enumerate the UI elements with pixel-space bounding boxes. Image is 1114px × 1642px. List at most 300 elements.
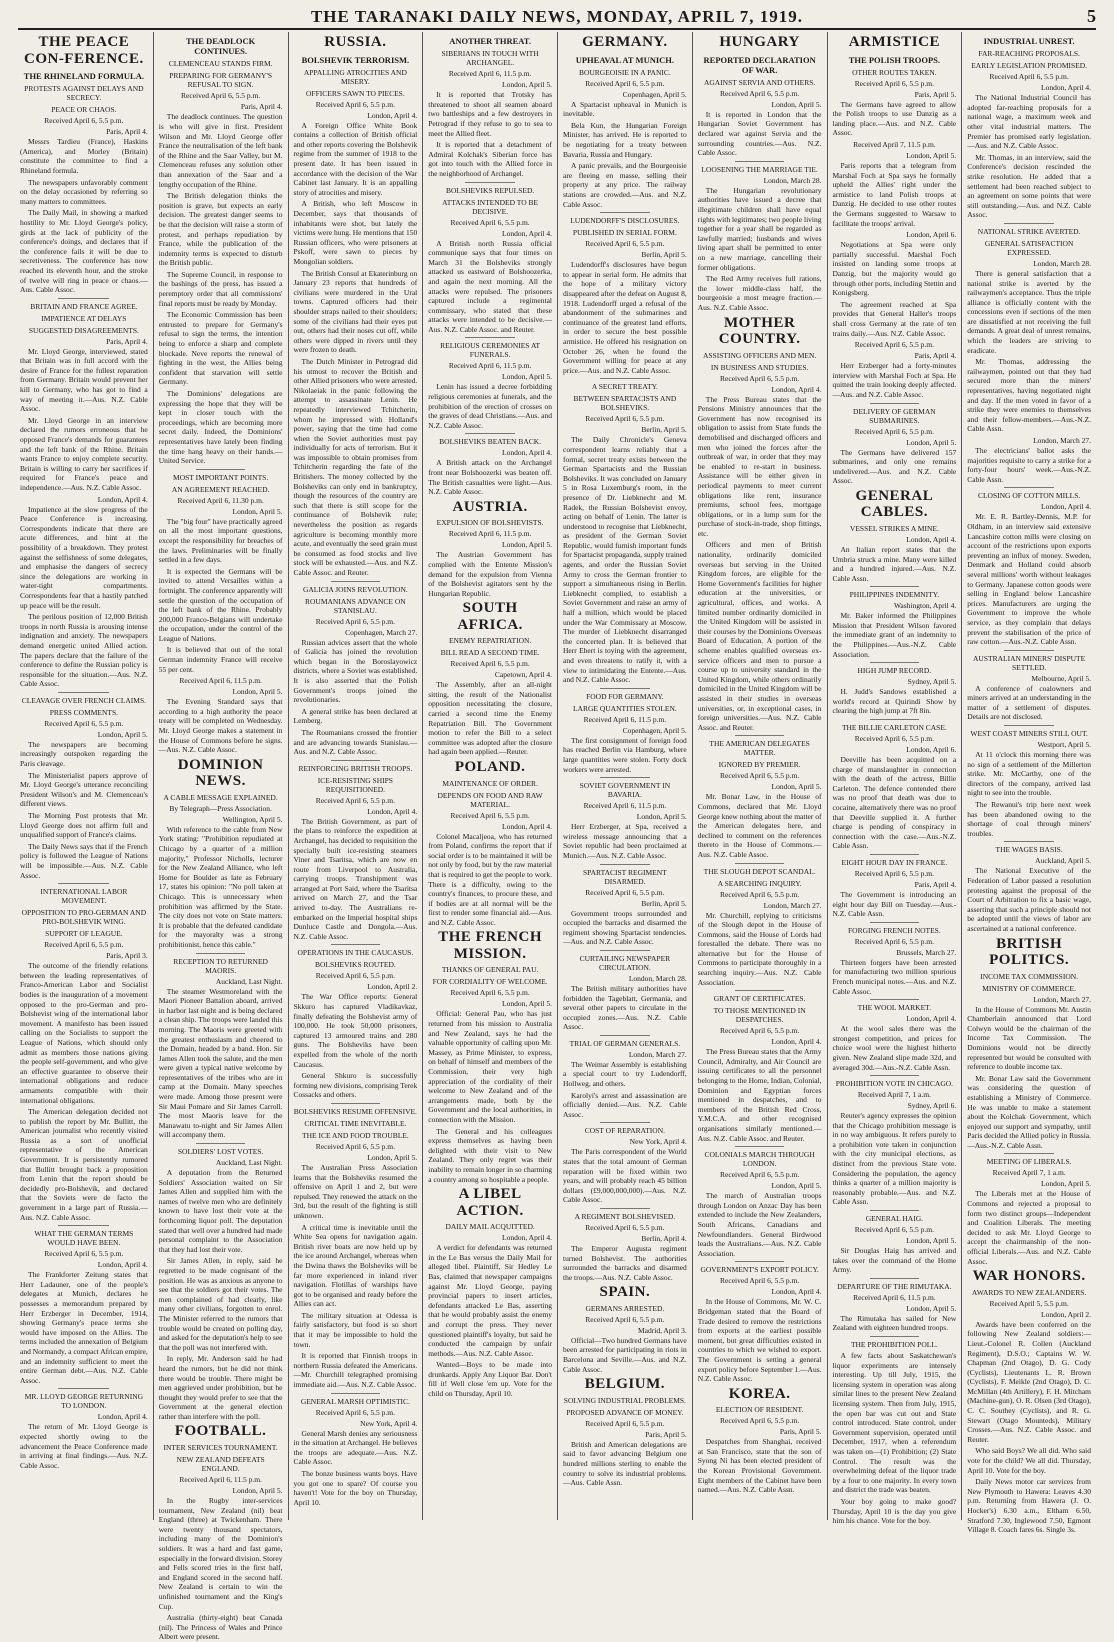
received-line: Received April 6, 11.5 p.m. — [179, 676, 262, 686]
received-line: Received April 6, 5.5 p.m. — [585, 239, 665, 249]
article-subheading: BOLSHEVIKS ROUTED. — [314, 960, 396, 970]
body-paragraph: The Austrian Government has complied with the Entente Mission's demand for the expulsion from Vienna of the Bolshevist agitators sent by the Hungarian Republic. — [428, 550, 552, 598]
column-rule — [870, 999, 920, 1000]
dateline: London, April 5. — [1041, 1179, 1091, 1189]
article-subheading: CLOSING OF COTTON MILLS. — [977, 491, 1081, 501]
received-line: Received April 6, 5.5 p.m. — [450, 988, 530, 998]
section-heading: BELGIUM. — [584, 1376, 665, 1393]
body-paragraph: Mr. Lloyd George, interviewed, stated that Britain was in full accord with the desire of France for the fullest reparation from Germany. Britain would prevent her kill to Germany, who has got to find a way of meeting it.—Aus. N.Z. Cable Assoc. — [20, 346, 148, 414]
article-subheading: GRANT OF CERTIFICATES. — [713, 994, 806, 1004]
received-line: Received April 6, 11.5 p.m. — [448, 361, 532, 371]
column-rule — [600, 688, 650, 689]
body-paragraph: The agreement reached at Spa provides that General Haller's troops shall cross Germany at the rate of ten trains daily.—Aus. N.Z. Cable Assoc. — [832, 299, 957, 338]
section-heading: BRITISH POLITICS. — [989, 935, 1070, 969]
section-heading: RUSSIA. — [324, 34, 387, 50]
article-subheading: SIBERIANS IN TOUCH WITH ARCHANGEL. — [441, 49, 539, 68]
article-subheading: GALICIA JOINS REVOLUTION. — [302, 584, 408, 594]
received-line: Received April 6, 5.5 p.m. — [720, 1276, 800, 1286]
article-subheading: THE WAGES BASIS. — [995, 845, 1063, 855]
dateline: London, April 4. — [906, 534, 957, 544]
dateline: London, April 4. — [502, 821, 552, 831]
body-paragraph: Deeville has been acquitted on a charge of manslaughter in connection with the death of the actress, Billie Carleton. The defence contended there was no proof that death was due to cocaine, alternatively there was no proof that Deeville supplied it. A further charge is pending of conspiracy in connection with the case.—Aus.-N.Z. Cable Assn. — [832, 755, 957, 851]
body-paragraph: Negotiations at Spa were only partially successful. Marshal Foch insisted on landing some troops at Danzig, but the majority would go through other ports, including Stettin and Konigsberg. — [832, 240, 957, 298]
article-subheading: EIGHT HOUR DAY IN FRANCE. — [841, 857, 948, 867]
body-paragraph: The bonze business wants boys. Have you got one to spare? Of course you haven't! Vote for the boy on Thursday, April 10. — [293, 1469, 418, 1507]
dateline: New York, April 4. — [360, 1418, 418, 1428]
article-subheading: THANKS OF GENERAL PAU. — [441, 965, 539, 975]
dateline: London, April 4. — [97, 1260, 148, 1270]
column-rule — [465, 182, 515, 183]
dateline: Brussels, March 27. — [896, 947, 957, 957]
received-line: Received April 6, 5.5 p.m. — [315, 1407, 395, 1417]
dateline: London, April 4. — [97, 1412, 148, 1422]
body-paragraph: Herr Erzberger had a forty-minutes interview with Marshal Foch at Spa. He quitted the train looking deeply affected.—Aus. and N.Z. Cable Assoc. — [832, 361, 957, 399]
column-rule — [600, 1035, 650, 1036]
article-subheading: BOLSHEVIKS BEATEN BACK. — [439, 437, 542, 447]
article-subheading: BOURGEOISIE IN A PANIC. — [578, 67, 671, 77]
body-paragraph: The British Consul at Ekaterinburg on January 23 reports that hundreds of civilians were murdered in the Ural towns. Captured officers had their shoulder straps nailed to their shoulders; some of the civilians had their eyes put out, others had their noses cut off, while others were dipped in rivers until they were frozen to death. — [293, 268, 418, 355]
body-paragraph: The electricians' ballot asks the majorities requisite to carry a strike for a forty-four hours' week.—Aus.-N.Z. Cable Assn. — [967, 446, 1091, 484]
received-line: Received April 6, 5.5 p.m. — [720, 771, 800, 781]
article-subheading: LOOSENING THE MARRIAGE TIE. — [701, 164, 818, 174]
article-subheading: REINFORCING BRITISH TROOPS. — [298, 763, 413, 773]
received-line: Received April 6, 5.5 p.m. — [315, 795, 395, 805]
column-rule — [1004, 487, 1054, 488]
received-line: Received April 6, 11.5 p.m. — [583, 801, 667, 811]
dateline: London, April 5. — [636, 812, 687, 822]
column-rule — [331, 581, 381, 582]
body-paragraph: The British Government, as part of the plans to reinforce the expedition at Archangel, has decided to requisition the specially built ice-resisting steamers Viner and Tsaritsa, which are now en route from Liverpool to Australia, carrying troops. Transhipment was arranged at Port Said, where the Tsaritsa arrived on March 27, and the Tsar arrived to-day. The Australians re-embarked on the Imperial hospital ships Dunluce Castle and Dongola.—Aus. N.Z. Cable Assoc. — [293, 816, 418, 941]
article-subheading: GERMANS ARRESTED. — [585, 1303, 665, 1313]
column-rule — [870, 1336, 920, 1337]
body-paragraph: The newspapers are becoming increasingly outspoken regarding the Paris cleavage. — [20, 739, 148, 769]
article-subheading: EARLY LEGISLATION PROMISED. — [971, 61, 1088, 71]
received-line: Received April 6, 5.5 p.m. — [989, 72, 1069, 82]
article-subheading: TRIAL OF GERMAN GENERALS. — [569, 1038, 681, 1048]
dateline: Sydney, April 6. — [907, 1101, 957, 1111]
received-line: Received April 6, 5.5 p.m. — [585, 1314, 665, 1324]
received-line: Received April 5, 5.5 p.m. — [989, 1298, 1069, 1308]
body-paragraph: A panic prevails, and the Bourgeoisie are fleeing en masse, selling their property at any price. The railway stations are crowded.—Aus. and N.Z. Cable Assoc. — [563, 161, 687, 209]
received-line: Received April 6, 5.5 p.m. — [720, 1416, 800, 1426]
column-rule — [196, 953, 246, 954]
body-paragraph: In the House of Commons Mr. Austin Chamberlain announced that Lord Colwyn would be the chairman of the Income Tax Commission. The Dominions would not be directly represented but would be consulted with reference to double income tax. — [967, 1004, 1091, 1072]
received-line: Received April 6, 5.5 p.m. — [315, 99, 395, 109]
dateline: London, March 28. — [763, 175, 822, 185]
section-heading: GERMANY. — [582, 34, 668, 50]
body-paragraph: The Liberals met at the House of Commons and rejected a proposal to form two distinct groups—Independent and Coalition Liberals. The meeting decided to ask Mr. Lloyd George to accept the chairmanship of the non-official Liberals.—Aus. and N.Z. Cable Assoc. — [967, 1189, 1091, 1266]
body-paragraph: Mr. Thomas, addressing the railwaymen, pointed out that they had secured more than the miners' representatives, having negotiated night and day. If the men voted in favor of a strike they were enemies to themselves and their fellow-members.—Aus.-N.Z. Cable Assn. — [967, 357, 1091, 434]
body-paragraph: The Evening Standard says that according to a high authority the peace treaty will be completed on Wednesday. Mr. Lloyd George makes a statement in the House of Commons before he signs.—Aus. N.Z. Cable Assoc. — [158, 697, 283, 755]
body-paragraph: Official: General Pau, who has just returned from his mission to Australia and New Zealand, says he had the valuable opportunity of calling upon Mr. Massey, as Prime Minister, to express, on behalf of himself and members of the Commission, their very high appreciation of the cordiality of their welcome to New Zealand and of the arrangements made, both by the Government and the local authorities, in connection with the Mission. — [428, 1009, 552, 1124]
masthead — [18, 6, 1096, 30]
masthead-title: THE TARANAKI DAILY NEWS, MONDAY, APRIL 7, 1919. — [310, 7, 804, 26]
dateline: Madrid, April 3. — [638, 1325, 687, 1335]
received-line: Received April 6, 5.5 p.m. — [854, 78, 934, 88]
column-rule — [331, 1393, 381, 1394]
body-paragraph: The Daily Mail, in showing a marked hostility to Mr. Lloyd George's policy, girds at the lack of publicity of the conference's doings, and declares that if the conference fails it will be due to secretiveness. The conference has now reached its eleventh hour, and the stroke of twelve will ring in peace or chaos.—Aus. Cable Assoc. — [20, 208, 148, 295]
section-heading: A LIBEL ACTION. — [456, 1186, 524, 1219]
column-rule — [1004, 223, 1054, 224]
column-rule — [465, 337, 515, 338]
dateline: Paris, April 4. — [106, 336, 148, 346]
dateline: London, April 4. — [771, 384, 822, 394]
body-paragraph: With reference to the cable from New York stating: "Prohibition repudiated at Chicago by a quarter of a million majority," Professor Nicholls, lecturer for the New Zealand Alliance, who left Home for Boulder as late as February 17, states his opinion: "No poll taken at Chicago. This is unnecessary when prohibition was affirmed by the State. The city does not vote on State matters. It is probable that the defeated candidate for the mayoralty was a strong prohibitionist, hence this cable." — [158, 824, 283, 949]
article-subheading: FOOD FOR GERMANY. — [586, 691, 664, 701]
column-rule — [58, 692, 109, 693]
body-paragraph: A critical time is inevitable until the White Sea opens for navigation again. British river boats are now held up by the ice around Archangel, whereas when the Dwina thaws the Bolsheviks will be far more experienced in inland river navigation. Flotillas of warships have got to be organised and ready before the Allies can act. — [293, 1222, 418, 1309]
received-line: Received April 6, 5.5 p.m. — [44, 1249, 124, 1259]
received-line: Received April 6, 5.5 p.m. — [315, 616, 395, 626]
dateline: London, March 27. — [763, 900, 822, 910]
dateline: London, April 5. — [906, 1236, 957, 1246]
body-paragraph: The General and his colleagues express themselves as having been delighted with their visit to New Zealand. They only regret was their inability to remain longer in so charming a country among so hospitable a people. — [428, 1126, 552, 1184]
section-heading: KOREA. — [728, 1385, 791, 1402]
dateline: London, April 5. — [502, 372, 552, 382]
column-rule — [600, 212, 650, 213]
dateline: London, April 6. — [906, 745, 957, 755]
article-subheading: IN BUSINESS AND STUDIES. — [710, 362, 809, 372]
column-rule — [600, 777, 650, 778]
dateline: Paris, April 4. — [914, 879, 957, 889]
dateline: Wellington, April 5. — [222, 814, 283, 824]
body-paragraph: A verdict for defendants was returned in the Le Bas versus the Daily Mail for alleged libel. Plaintiff, Sir Hedley Le Bas, claimed that newspaper campaigns against Mr. Lloyd George, paying provincial papers to insert articles, defendants attacked Le Bas, asserting that he would probably assist the enemy and corrupt the press. They never questioned plaintiff's loyalty, but said he conducted the campaign by unfair methods.—Aus. N.Z. Cable Assoc. — [428, 1243, 552, 1358]
received-line: Received April 6, 5.5 p.m. — [854, 936, 934, 946]
article-subheading: BOLSHEVIKS RESUME OFFENSIVE. — [293, 1106, 417, 1116]
column-rule — [58, 1388, 109, 1389]
dateline: Melbourne, April 5. — [1031, 673, 1091, 683]
column-5 — [557, 32, 692, 1520]
dateline: Westport, April 5. — [1037, 740, 1091, 750]
article-subheading: SPARTACIST REGIMENT DISARMED. — [582, 867, 667, 886]
article-headline: UPHEAVAL AT MUNICH. — [575, 54, 675, 65]
article-subheading: A CABLE MESSAGE EXPLAINED. — [163, 792, 278, 802]
dateline: Berlin, April 5. — [641, 250, 687, 260]
dateline: London, April 5. — [502, 999, 552, 1009]
body-paragraph: Mr. Bonar Law, in the House of Commons, declared that Mr. Lloyd George knew nothing about the matter of the American delegates here, and declined to comment on the references thereto in the House of Commons.—Aus. N.Z. Cable Assoc. — [697, 792, 822, 859]
column-rule — [870, 662, 920, 663]
article-subheading: CURTAILING NEWSPAPER CIRCULATION. — [579, 953, 671, 972]
article-subheading: PROHIBITION VOTE IN CHICAGO. — [835, 1079, 954, 1089]
body-paragraph: Impatience at the slow progress of the Peace Conference is increasing. Correspondents indicate that there are acute differences, and hint at the possibility of a breakdown. They protest against the selfishness of some delegates, and emphasise the dangers of secrecy since the delegations are working in water-tight compartments. Correspondents fear that a hastily patched up peace will be the result. — [20, 504, 148, 610]
body-paragraph: Messrs Tardieu (France), Haskins (America), and Morley (Britain) constitute the committee to find a Rhineland formula. — [20, 137, 148, 175]
article-subheading: NEW ZEALAND DEFEATS ENGLAND. — [176, 1454, 265, 1473]
received-line: Received April 6, 5.5 p.m. — [585, 1223, 665, 1232]
body-paragraph: Official—Two hundred Germans have been arrested for participating in riots in Barcelona and Seville.—Aus. and N.Z. Cable Assoc. — [563, 1335, 687, 1374]
body-paragraph: A few facts about Saskatchewan's liquor experiments are intensely interesting. Up till July, 1915, the licensing system in operation was along similar lines to the present New Zealand licensing system. Then from July, 1915, the open bar was cut out and State control introduced. State control, under Government supervision, operated until December, 1917, when a referendum was taken on—(1) Prohibition; (2) State Control. The result was the overwhelming defeat of the liquor trade by a four to one majority. In every town and district the trade was beaten. — [832, 1351, 957, 1495]
article-subheading: INTER SERVICES TOURNAMENT. — [163, 1442, 278, 1452]
received-line: Received April 6, 5.5 p.m. — [720, 889, 800, 899]
body-paragraph: A Foreign Office White Book contains a collection of British official and other reports covering the Bolshevik regime from the summer of 1918 to the present date. It has been issued in accordance with the decision of the War Cabinet last January. It is an appalling story of atrocities and misery. — [293, 120, 418, 197]
article-subheading: AGAINST SERVIA AND OTHERS. — [703, 77, 816, 87]
section-heading: THE FRENCH MISSION. — [438, 929, 542, 962]
article-subheading: MR. LLOYD GEORGE RETURNING TO LONDON. — [24, 1392, 144, 1411]
page-number: 5 — [1087, 6, 1096, 26]
article-subheading: OPERATIONS IN THE CAUCASUS. — [297, 948, 414, 958]
received-line: Received April 6, 11.5 p.m. — [448, 69, 532, 79]
column-rule — [870, 1278, 920, 1279]
body-paragraph: The Rimutaka has sailed for New Zealand with eighteen hundred troops. — [832, 1313, 957, 1333]
article-subheading: FAR-REACHING PROPOSALS. — [978, 49, 1080, 59]
column-rule — [735, 863, 785, 864]
article-subheading: GENERAL HAIG. — [865, 1214, 923, 1224]
dateline: Copenhagen, April 5. — [622, 725, 687, 735]
article-subheading: GENERAL MARSH OPTIMISTIC. — [300, 1396, 410, 1406]
column-rule — [465, 433, 515, 434]
article-subheading: ROUMANIANS ADVANCE ON STANISLAU. — [305, 596, 406, 615]
dateline: London, April 4. — [367, 110, 418, 120]
body-paragraph: The Dominions' delegations are expressing the hope that they will be kept in closer touch with the proceedings, which are becoming more secret daily. Indeed, the Dominions' representatives have lately been finding the time hang heavy on their hands.—United Service. — [158, 389, 283, 466]
article-subheading: VESSEL STRIKES A MINE. — [849, 523, 939, 533]
article-subheading: THE ICE AND FOOD TROUBLE. — [302, 1130, 409, 1140]
body-paragraph: It is expected the Germans will be invited to attend Versailles within a fortnight. The conference apparently will settle the question of the occupation of the left bank of the Rhine. Probably 200,000 Franco-Belgians will undertake the occupation, under the control of the League of Nations. — [158, 566, 283, 643]
column-rule — [600, 864, 650, 865]
article-subheading: BRITAIN AND FRANCE AGREE. — [30, 301, 138, 311]
article-subheading: ICE-RESISTING SHIPS REQUISITIONED. — [317, 775, 393, 794]
article-subheading: IMPATIENCE AT DELAYS — [41, 313, 127, 323]
column-rule — [1004, 725, 1054, 726]
body-paragraph: The Red Army receives full rations, the lower middle-class half, the bourgeoisie a most meagre fraction.—Aus. N.Z. Cable Assoc. — [697, 274, 822, 312]
body-paragraph: Mr. Lloyd George in an interview declared the rumors erroneous that he opposed France's demands for guarantees and the left bank of the Rhine. Britain wants France to enjoy complete security. Britain is willing to carry her sacrifices if required for France's peace and independence.—Aus. N.Z. Cable Assoc. — [20, 415, 148, 492]
column-rule — [331, 1103, 381, 1104]
column-rule — [735, 735, 785, 736]
column-rule — [1004, 1153, 1054, 1154]
column-rule — [870, 854, 920, 855]
dateline: Berlin, April 5. — [641, 898, 687, 908]
received-line: Received April 6, 5.5 p.m. — [720, 1170, 800, 1180]
received-line: Received April 6, 11.30 p.m. — [177, 495, 264, 505]
article-subheading: PHILIPPINES INDEMNITY. — [849, 590, 940, 600]
dateline: Washington, April 4. — [893, 601, 957, 611]
section-heading: ARMISTICE — [848, 34, 940, 50]
column-rule — [870, 1210, 920, 1211]
article-subheading: DAILY MAIL ACQUITTED. — [445, 1222, 535, 1232]
column-rule — [600, 950, 650, 951]
body-paragraph: The Daily News says that if the French policy is followed the League of Nations will be impossible.—Aus. N.Z. Cable Assoc. — [20, 841, 148, 880]
dateline: London, April 4. — [97, 494, 148, 504]
received-line: Received April 6, 5.5 p.m. — [854, 734, 934, 744]
column-rule — [870, 1075, 920, 1076]
received-line: Received April 6, 5.5 p.m. — [720, 1026, 800, 1036]
article-subheading: MOST IMPORTANT POINTS. — [173, 472, 269, 482]
column-rule — [196, 469, 246, 470]
body-paragraph: The Daily Chronicle's Geneva correspondent learns reliably that a formal, secret treaty exists between the German Spartacists and the Russian Bolsheviks. It was concluded on January 5 in Rosa Luxemburg's room, in the presence of Dr. Liebknecht and M. Radek, the Russian Bolshevist envoy, acting on behalf of Lenin. The latter is understood to recognise that Liebknecht, as president of the German Soviet Republic, would furnish important funds for Spartacist propaganda, supply trained agents, and order the Russian Soviet Army to cross the German frontier to support a simultaneous rising in Berlin. Liebknecht complied, to establish a Soviet Government and raise an army of half a million, which would be placed under the War Commissary at Moscow. The murder of Liebknecht disarranged the concerted plan. It is believed that Herr Ebert is toying with the agreement, and even threatens to ratify it, with a view to intimidating the Entente.—Aus. and N.Z. Cable Assoc. — [563, 435, 687, 685]
body-paragraph: The Weimar Assembly is establishing a special court to try Ludendorff, Hollweg, and others. — [563, 1059, 687, 1089]
column-rule — [735, 1261, 785, 1262]
column-rule — [870, 922, 920, 923]
dateline: Paris, April 4. — [240, 102, 283, 112]
body-paragraph: A conference of coalowners and miners arrived at an understanding in the matter of a settlement of disputes. Details are not disclosed. — [967, 683, 1091, 722]
dateline: London, April 5. — [232, 506, 283, 516]
section-heading: FOOTBALL. — [174, 1423, 267, 1440]
body-paragraph: An Italian report states that the Umbria struck a mine. Many were killed and a hundred injured.—Aus. N.Z. Cable Assn. — [832, 544, 957, 583]
article-subheading: SUGGESTED DISAGREEMENTS. — [28, 325, 139, 335]
body-paragraph: There is general satisfaction that a national strike is averted by the railwaymen's acceptance. Thus the triple alliance is officially content with the concessions even if sections of the men are dissatisfied at not receiving the full demands. A great deal of unrest remains, which the leaders are striving to eradicate. — [967, 268, 1091, 355]
article-subheading: MAINTENANCE OF ORDER. — [442, 778, 538, 788]
article-subheading: AWARDS TO NEW ZEALANDERS. — [971, 1287, 1087, 1297]
body-paragraph: H. Judd's Sandows established a world's record at Quirindi Show by clearing the high jump at 7ft 8in. — [832, 687, 957, 716]
article-headline: INDUSTRIAL UNREST. — [983, 36, 1075, 46]
column-8 — [961, 32, 1096, 1535]
dateline: Auckland, April 5. — [1035, 856, 1091, 866]
section-heading: SOUTH AFRICA. — [457, 600, 523, 633]
body-paragraph: A British north Russia official communique says that four times on March 31 the Bolsheviks strongly attacked us eastward of Bolshoozerka, and again the next morning. All the attacks were repulsed. The prisoners captured include a regimental commissary, who stated that these attacks were intended to be decisive.—Aus. N.Z. Cable Assoc. and Reuter. — [428, 238, 552, 334]
received-line: Received April 6, 11.5 p.m. — [583, 714, 667, 724]
article-subheading: MEETING OF LIBERALS. — [986, 1157, 1072, 1167]
body-paragraph: A British, who left Moscow in December, says that thousands of inhabitants were shot, but lately the victims were hung. He mentions that 150 Russian officers, who were prisoners at Pskoff, were sawn to pieces by Mongolian soldiers. — [293, 199, 418, 266]
body-paragraph: It is reported that Trotsky has threatened to shoot all seamen aboard two battleships and a few destroyers in Petrograd if they refuse to go to sea to meet the Allied fleet. — [428, 90, 552, 138]
body-paragraph: Karolyi's arrest and assassination are officially denied.—Aus. N.Z. Cable Assoc. — [563, 1090, 687, 1119]
article-subheading: GENERAL SATISFACTION EXPRESSED. — [984, 238, 1074, 257]
article-subheading: AN AGREEMENT REACHED. — [171, 484, 270, 494]
body-paragraph: The "big four" have practically agreed on all the most important questions, except the responsibility for breaches of the laws. Preliminaries will be finally settled in a few days. — [158, 516, 283, 565]
article-subheading: EXPULSION OF BOLSHEVISTS. — [436, 518, 544, 528]
dateline: London, April 4. — [367, 806, 418, 816]
received-line: Received April 6, 5.5 p.m. — [585, 1418, 665, 1428]
body-paragraph: Paris reports that a telegram from Marshal Foch at Spa says he formally upheld the Allies' right under the armistice to land Polish troops at Danzig. He decided to use other routes the Germans suggested to Warsaw to facilitate the troops' arrival. — [832, 161, 957, 228]
body-paragraph: The perilous position of 12,000 British troops in north Russia is arousing intense indignation and anxiety. The newspapers demand energetic united Allied action. The papers declare that the failure of the conference to define the Russian policy is responsible for the situation.—Aus. N.Z. Cable Assoc. — [20, 612, 148, 689]
article-subheading: HIGH JUMP RECORD. — [857, 666, 932, 676]
dateline: London, April 4. — [502, 1233, 552, 1243]
body-paragraph: Officers and men of British nationality, ordinarily domiciled overseas but serving in the United Kingdom forces, are eligible for the Home Government's facilities for higher education at the universities, or agricultural, offices, and works. A limited number ordinarily domiciled in the United Kingdom will be assisted in their courses by the Dominions Overseas Board of Education. A portion of the scheme enables qualified overseas ex-service officers and men to pursue a course up to university standard in the United Kingdom, while others ordinarily domiciled in the United Kingdom will be assisted in their studies in overseas universities, or, in exceptional cases, in foreign universities.—Aus. N.Z. Cable Assoc. and Reuter. — [697, 540, 822, 732]
column-rule — [58, 298, 109, 299]
body-paragraph: Mr. Thomas, in an interview, said the Conference's decision rescinded the strike resolution. He added that a settlement had been reached subject to an agreement on some points that were still outstanding.—Aus. and N.Z. Cable Assoc. — [967, 152, 1091, 220]
body-paragraph: The return of Mr. Lloyd George is expected shortly owing to the advancement the Peace Conference made in arriving at final findings.—Aus. N.Z. Cable Assoc. — [20, 1422, 148, 1470]
received-line: Received April 6, 5.5 p.m. — [854, 868, 934, 878]
body-paragraph: Sir Douglas Haig has arrived and takes over the command of the Home Army. — [832, 1246, 957, 1275]
received-line: Received April 6, 5.5 p.m. — [450, 217, 530, 227]
received-line: Received April 6, 11.5 p.m. — [448, 529, 532, 539]
article-subheading: ASSISTING OFFICERS AND MEN. — [702, 350, 817, 360]
body-paragraph: A British attack on the Archangel front near Bolshoozerki was beaten off. The British casualties were light.—Aus. N.Z. Cable Assoc. — [428, 458, 552, 497]
article-subheading: CRITICAL TIME INEVITABLE. — [304, 1118, 407, 1128]
body-paragraph: Bela Kun, the Hungarian Foreign Minister, has arrived. He is reported to be negotiating for a treaty between Bavaria, Russia and Hungary. — [563, 120, 687, 159]
body-paragraph: Wanted—Boys to be made into drunkards. Apply Any Liquor Bar. Don't fill it! Well close 'em up. Vote for the child on Thursday, April 10. — [428, 1360, 552, 1399]
body-paragraph: Lenin has issued a decree forbidding religious ceremonies at funerals, and the prohibition of the erection of crosses on the graves of dead Christians.—Aus. and N.Z. Cable Assoc. — [428, 382, 552, 430]
article-subheading: BETWEEN SPARTACISTS AND BOLSHEVIKS. — [573, 394, 677, 413]
body-paragraph: Russian advices assert that the whole of Galicia has joined the revolution which began in the Boroslayowicz districts, where a Soviet was established. It is also asserted that the Polish Government's troops joined the revolutionaries. — [293, 637, 418, 705]
column-rule — [196, 1143, 246, 1144]
article-subheading: MINISTRY OF COMMERCE. — [982, 983, 1076, 993]
article-subheading: INCOME TAX COMMISSION. — [980, 971, 1079, 981]
article-subheading: CLEMENCEAU STANDS FIRM. — [168, 59, 273, 69]
dateline: Copenhagen, March 27. — [345, 627, 418, 637]
received-line: Received April 6, 5.5 p.m. — [720, 88, 800, 98]
dateline: London, April 4. — [771, 1287, 822, 1297]
body-paragraph: Mr. Baker informed the Philippines Mission that President Wilson favored the immediate grant of an indemnity to the Philippines.—Aus.-N.Z. Cable Association. — [832, 611, 957, 659]
received-line: Received April 6, 5.5 p.m. — [450, 810, 530, 820]
dateline: Berlin, April 4. — [641, 1234, 687, 1243]
article-subheading: COLONIALS MARCH THROUGH LONDON. — [704, 1150, 815, 1169]
dateline: London, April 2. — [367, 982, 418, 992]
article-headline: REPORTED DECLARATION OF WAR. — [703, 54, 816, 75]
article-subheading: NATIONAL STRIKE AVERTED. — [977, 226, 1081, 236]
article-subheading: DEPENDS ON FOOD AND RAW MATERIAL. — [437, 790, 543, 809]
dateline: London, March 28. — [628, 973, 687, 983]
article-headline: BOLSHEVIK TERRORISM. — [301, 54, 410, 65]
article-subheading: LARGE QUANTITIES STOLEN. — [572, 703, 677, 713]
article-headline: THE RHINELAND FORMULA. — [23, 71, 144, 81]
article-subheading: OFFICERS SAWN TO PIECES. — [306, 88, 405, 98]
body-paragraph: The deadlock continues. The question is who will give in first. President Wilson and Mr. Lloyd George offer France the neutralisation of the left bank of the Rhine and the Saar Valley, but M. Clemenceau refuses any solution other than annexation of the Saar and a lengthy occupation of the Rhine. — [158, 112, 283, 189]
article-subheading: RELIGIOUS CEREMONIES AT FUNERALS. — [440, 341, 541, 360]
body-paragraph: The march of Australian troops through London on Anzac Day has been extended to include the New Zealanders, South Africans, Canadians and Newfoundlanders. General Birdwood leads the Australians.—Aus. N.Z. Cable Association. — [697, 1191, 822, 1258]
body-paragraph: Daily News motor car services from New Plymouth to Hawera: Leaves 4.30 p.m. Returning from Hawera (J. O. Hocker's) 6.30 a.m., Eltham 6.50, Stratford 7.30, Inglewood 7.50, Egmont Village 8. Coach fares 6s. Single 3s. — [967, 1477, 1091, 1535]
body-paragraph: The steamer Westmoreland with the Maori Pioneer Battalion aboard, arrived in harbor last night and is being declared a clean ship. The troops were landed this morning. The Maoris were greeted with the greatest enthusiasm and cheered to the Domain, headed by a band. Hon. Sir James Allen took the salute, and the men were given a typical native welcome by representatives of the tribes who are in camp at the Domain. Many speeches were made. Among those present were Sir Maui Pomare and Sir James Carroll. The most Maoris leave for the Manawatu to-night and Sir James Allen will accompany them. — [158, 986, 283, 1140]
dateline: London, April 5. — [906, 1303, 957, 1313]
body-paragraph: Mr. Bonar Law said the Government was considering the question of establishing a Ministry of Commerce. He was unable to make a statement about the Kolchak Government, which enjoyed our support and sympathy, until Paris decided the Allied policy in Russia.—Aus.-N.Z. Cable Assn. — [967, 1073, 1091, 1150]
column-6 — [692, 32, 827, 1520]
body-paragraph: The War Office reports: General Skkuro has captured Vladikavkaz, finally defeating the Bolshevist army of 100,000. He took 50,000 prisoners, captured 13 armoured trains and 280 guns. The Bolsheviks have been expelled from the whole of the north Caucasus. — [293, 992, 418, 1069]
body-paragraph: It is reported that a detachment of Admiral Kolchak's Siberian force has got into touch with the Allied force in the neighborhood of Archangel. — [428, 140, 552, 178]
body-paragraph: Reuter's agency expresses the opinion that the Chicago prohibition message is in no way ambiguous. It refers purely to a prohibition vote taken in conjunction with the city municipal elections, as distinct from the previous State vote. Considering the population, the agency thinks a quarter of a million majority is reasonably probable.—Aus. and N.Z. Cable Assn. — [832, 1111, 957, 1207]
column-4 — [422, 32, 557, 1520]
body-paragraph: A general strike has been declared at Lemberg. — [293, 706, 418, 726]
body-paragraph: Australia (thirty-eight) beat Canada (nil). The Princess of Wales and Prince Albert were present. — [158, 1613, 283, 1642]
body-paragraph: The British delegation thinks the position is grave, but expects an early decision. The greatest danger seems to be that the decision will raise a storm of protest, and perhaps repudiation by France, while the publication of the indemnity terms is expected to disturb the British public. — [158, 191, 283, 268]
received-line: Received April 6, 5.5 p.m. — [315, 971, 395, 981]
dateline: Paris, April 4. — [914, 351, 957, 361]
body-paragraph: Your boy going to make good? Thursday, April 10 is the day you give him his chance. Vote for the boy. — [832, 1496, 957, 1526]
article-subheading: PREPARING FOR GERMANY'S REFUSAL TO SIGN. — [169, 71, 273, 90]
dateline: London, April 4. — [771, 1037, 822, 1047]
body-paragraph: Thirteen forgers have been arrested for manufacturing two million spurious French municipal notes.—Aus. and N.Z. Cable Assoc. — [832, 957, 957, 996]
body-paragraph: The first consignment of foreign food has reached Berlin via Hamburg, where large quantities were stolen. Forty dock workers were arrested. — [563, 735, 687, 774]
body-paragraph: The Press Bureau states that the Army Council, Admiralty, and Air Council are issuing certificates to all the personnel belonging to the Home, Indian, Colonial, Dominion and Egyptian forces mentioned in despatches, and to members of the British Red Cross, Y.M.C.A. and other recognised organisations similarly mentioned.—Aus. N.Z. Cable Assoc. and Reuter. — [697, 1047, 822, 1143]
column-2 — [153, 32, 288, 1642]
dateline: London, April 5. — [367, 1152, 418, 1162]
column-rule — [1004, 841, 1054, 842]
body-paragraph: The Roumanians crossed the frontier and are advancing towards Stanislau.—Aus. and N.Z. Cable Assoc. — [293, 727, 418, 757]
newspaper-page — [18, 32, 1096, 1642]
body-paragraph: The military situation at Odessa is fairly satisfactory, but food is so short that it may be impossible to hold the town. — [293, 1310, 418, 1349]
body-paragraph: The Hungarian revolutionary authorities have issued a decree that illegitimate children shall have equal rights with legitimates; two people living together for a year shall be regarded as lawfully married; husbands and wives living apart shall be permitted to enter on a new marriage, cancelling their former obligations. — [697, 185, 822, 272]
article-headline: THE DEADLOCK CONTINUES. — [186, 36, 256, 57]
article-subheading: PROTESTS AGAINST DELAYS AND SECRECY. — [24, 84, 144, 103]
column-rule — [58, 883, 109, 884]
article-subheading: SOLVING INDUSTRIAL PROBLEMS. — [563, 1395, 686, 1405]
dateline: London, April 4. — [906, 1014, 957, 1024]
body-paragraph: The National Industrial Council has adopted far-reaching proposals for a national wage, a maximum week and other vital industrial matters. The Premier has promised early legislation.—Aus. and N.Z. Cable Assoc. — [967, 93, 1091, 151]
article-subheading: THE PROHIBITION POLL. — [850, 1340, 938, 1349]
dateline: London, April 5. — [771, 782, 822, 792]
column-rule — [600, 1208, 650, 1209]
body-paragraph: It is believed that out of the total German indemnity France will receive 55 per cent. — [158, 645, 283, 674]
column-rule — [870, 403, 920, 404]
body-paragraph: Awards have been conferred on the following New Zealand soldiers:—Lieut.-Colonel R. Collen (Auckland Regiment), D.S.O.; Captains W. W. Chapman (2nd Otago), D. G. Cody (Cyclists), Lieutenants L. R. Brown (Cyclists), F. Meikle (2nd Otago), D. C. McMillan (4th Artillery), F. H. Mitcham (Machine-gun), O. R. Olsen (3rd Otago), C. C. Southey (Cyclists), and R. G. Stewart (Otago Mounteds), Military Crosses.—Aus. N.Z. Cable Assoc. and Reuter. — [967, 1319, 1091, 1444]
dateline: New York, April 4. — [629, 1137, 687, 1147]
received-line: Received April 6, 11.5 p.m. — [853, 1292, 936, 1302]
article-subheading: INTERNATIONAL LABOR MOVEMENT. — [40, 887, 128, 906]
dateline: London, March 28. — [1033, 258, 1091, 268]
article-subheading: A REGIMENT BOLSHEVISED. — [574, 1212, 676, 1221]
article-subheading: ATTACKS INTENDED TO BE DECISIVE. — [442, 197, 539, 216]
body-paragraph: Ludendorff's disclosures have begun to appear in serial form. He admits that the hope of a military victory disappeared after the defeat on August 8, 1918. Ludendorff urged a refusal of the abandonment of the submarines and continuance of the greatest land efforts, in order to secure the best possible armistice. He offered his resignation on October 26, when he found the Government willing for peace at any price.—Aus. and N.Z. Cable Assoc. — [563, 260, 687, 375]
column-rule — [58, 1225, 109, 1226]
received-line: Received April 6, 5.5 p.m. — [585, 414, 665, 424]
body-paragraph: The Supreme Council, in response to the bashings of the press, has issued a peremptory order that all commissions' final reports must be ready by Monday. — [158, 269, 283, 308]
received-line: Received April 6, 5.5 p.m. — [44, 116, 124, 126]
article-subheading: OTHER ROUTES TAKEN. — [852, 67, 937, 77]
received-line: Received April 7, 1 a.m. — [992, 1168, 1066, 1178]
body-paragraph: The newspapers unfavorably comment on the delay occasioned by referring so many matters to committees. — [20, 177, 148, 206]
dateline: London, April 5. — [232, 687, 283, 697]
article-subheading: THE AMERICAN DELEGATES MATTER. — [709, 739, 810, 758]
received-line: Received April 6, 5.5 p.m. — [181, 91, 261, 101]
received-line: By Telegraph—Press Association. — [169, 803, 272, 813]
body-paragraph: Sir James Allen, in reply, said he regretted to be made cognisant of the position. He was as anxious as anyone to see that the soldiers got their votes. The men complained of had clearly, like many other civilians, forgotten to enrol. The Minister referred to the rumors that trouble would be created on polling day, and asked for the deputation's help to see that the poll was not interfered with. — [158, 1256, 283, 1352]
body-paragraph: At the wool sales there was the strongest competition, and prices for choice wool were the highest hitherto given. New Zealand slipe made 32d, and averaged 30d.—Aus.-N.Z. Cable Assn. — [832, 1024, 957, 1072]
